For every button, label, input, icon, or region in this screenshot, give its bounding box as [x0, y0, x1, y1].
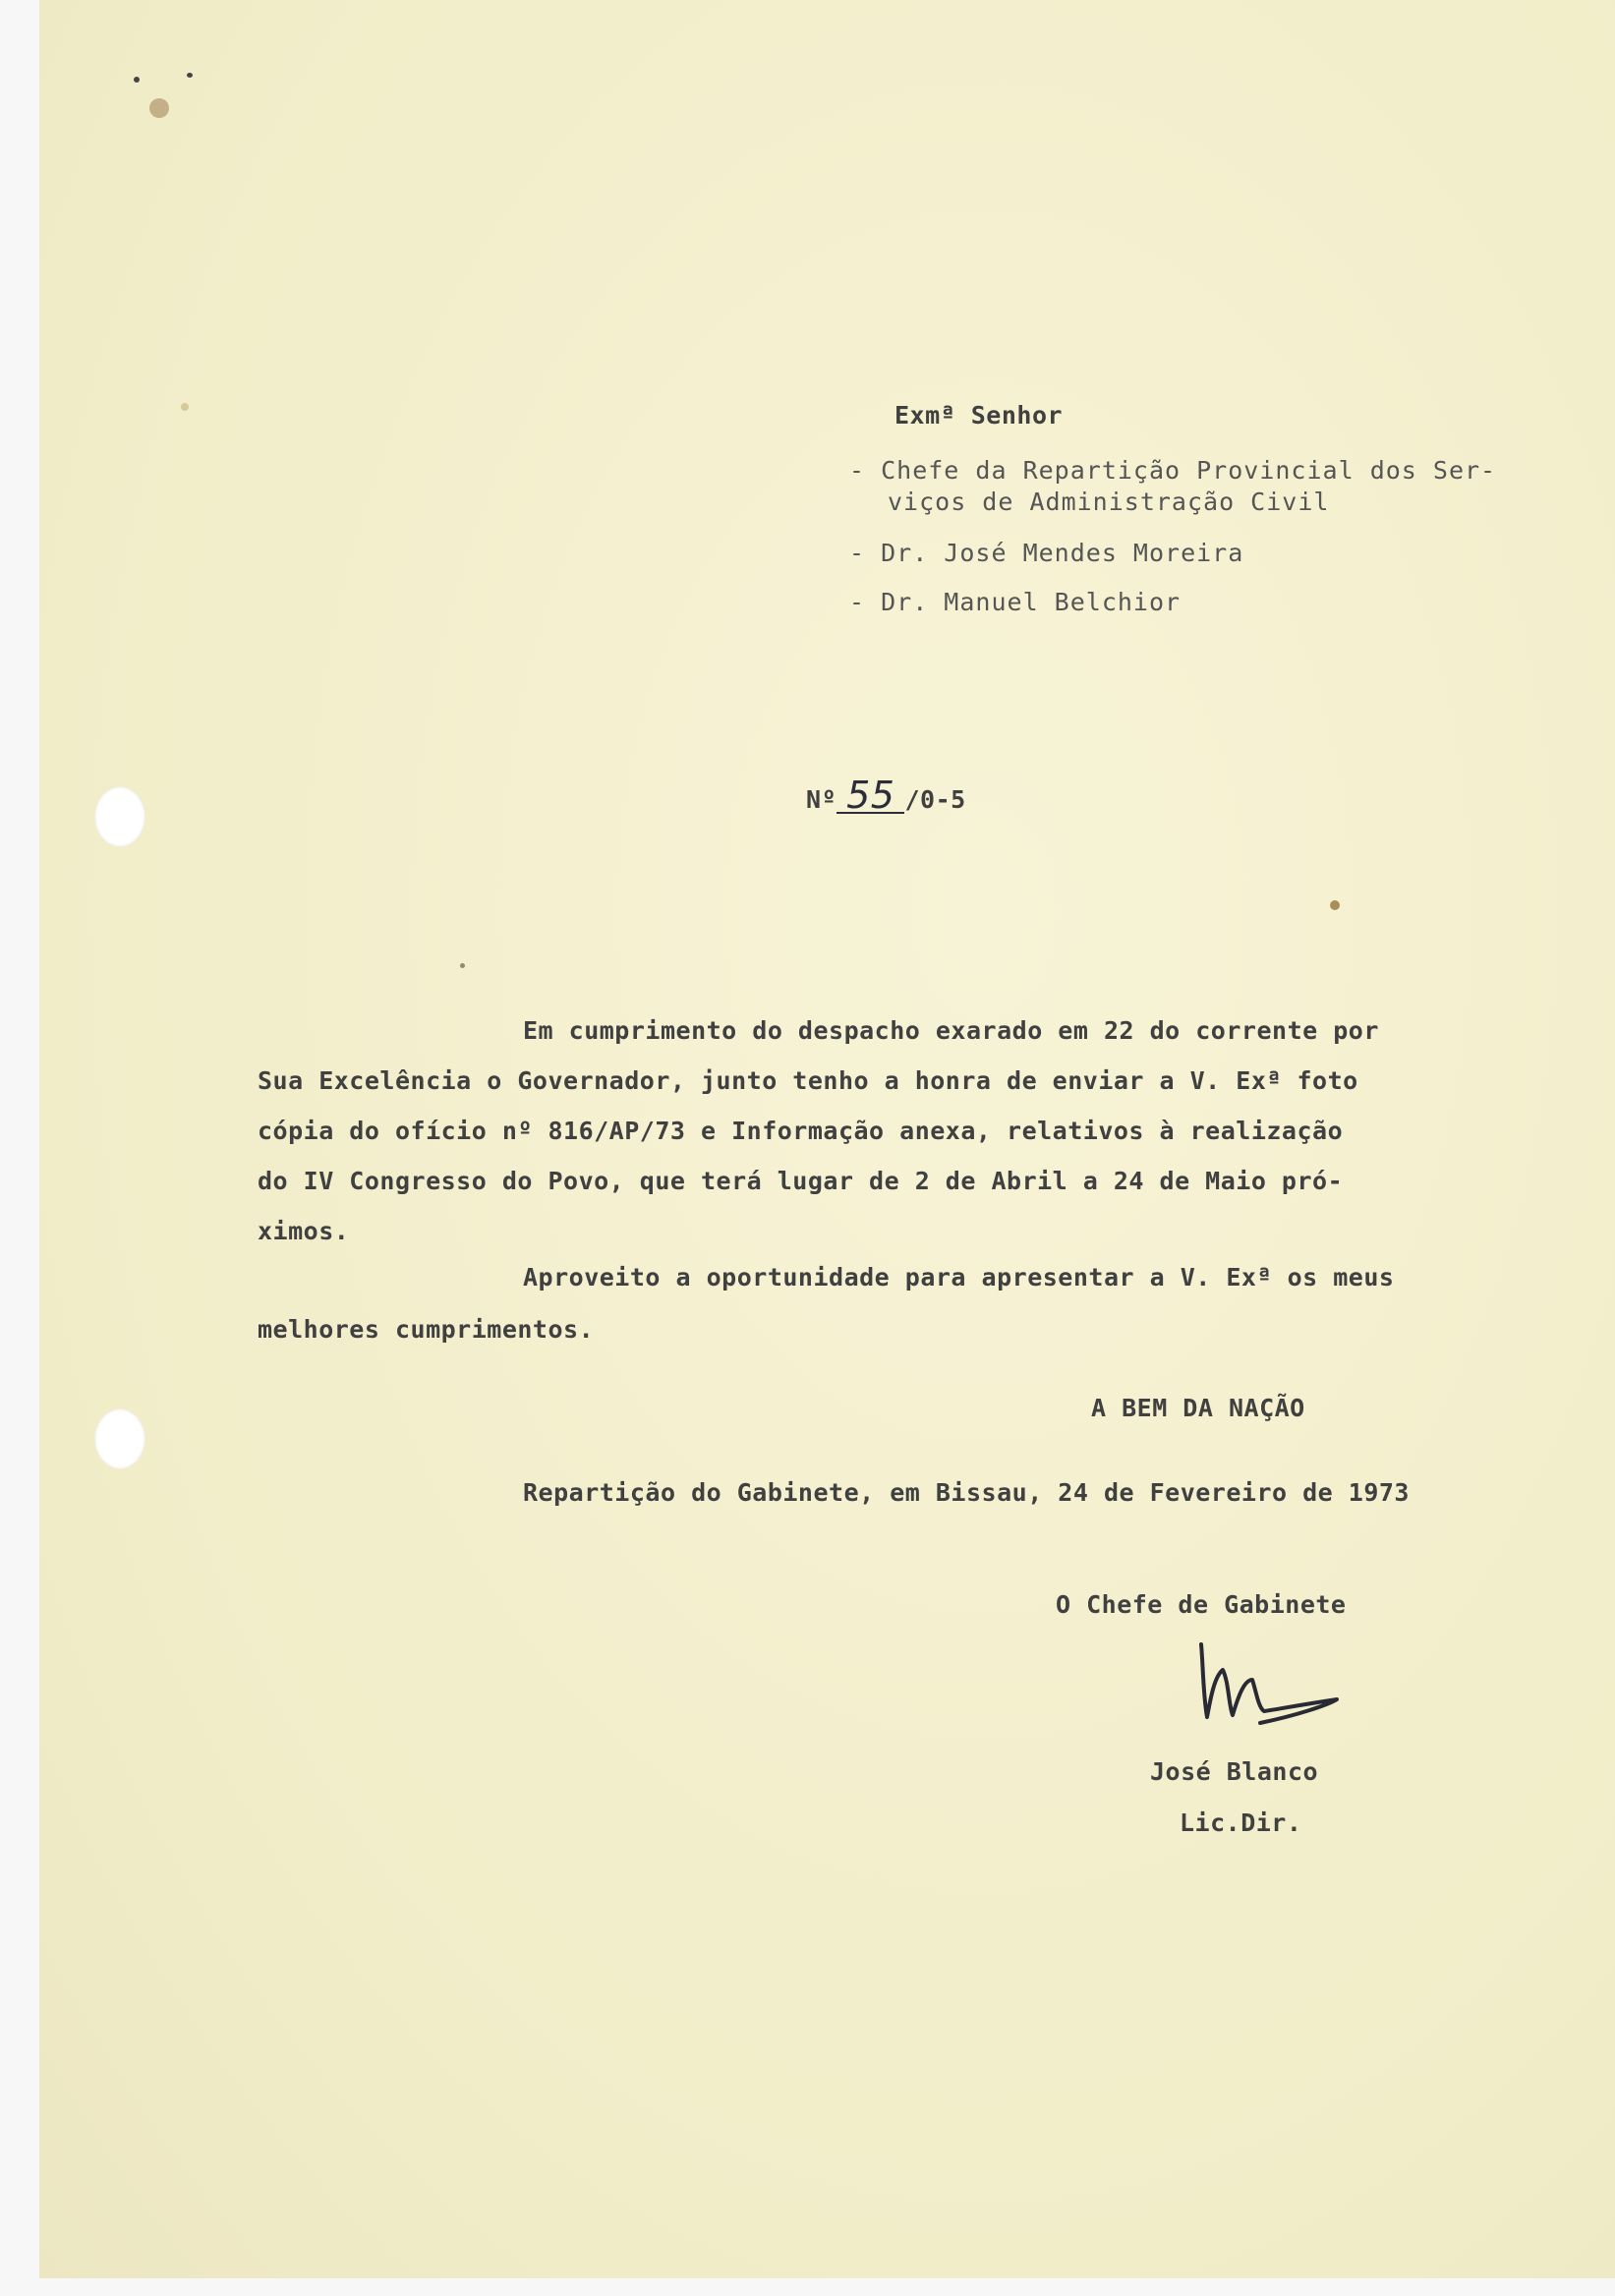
handwritten-reference-number: 55 [836, 778, 904, 814]
signatory-title: O Chefe de Gabinete [1056, 1590, 1347, 1619]
reference-number [806, 774, 966, 817]
handwritten-signature [1189, 1636, 1366, 1745]
stain-speck [149, 98, 169, 118]
stain-speck [187, 73, 193, 78]
body-line: Em cumprimento do despacho exarado em 22 do corrente por [523, 1016, 1379, 1045]
punch-hole-top [94, 786, 145, 847]
recipient-1-line-1: - Chefe da Repartição Provincial dos Ser- [849, 456, 1497, 485]
body-line: cópia do ofício nº 816/AP/73 e Informação anexa, relativos à realização [258, 1117, 1344, 1145]
body-line: Sua Excelência o Governador, junto tenho a honra de enviar a V. Exª foto [258, 1066, 1358, 1095]
stain-speck [134, 77, 140, 83]
signatory-name: José Blanco [1150, 1757, 1319, 1786]
signatory-degree: Lic.Dir. [1180, 1808, 1302, 1837]
reference-suffix: /0-5 [904, 785, 966, 814]
scanner-margin-bottom [0, 2278, 1615, 2296]
body-line: ximos. [258, 1217, 350, 1245]
recipient-2: - Dr. José Mendes Moreira [849, 539, 1244, 567]
body-line: do IV Congresso do Povo, que terá lugar de 2 de Abril a 24 de Maio pró- [258, 1167, 1344, 1195]
closing-motto: A BEM DA NAÇÃO [1091, 1394, 1305, 1422]
stain-speck [460, 963, 465, 968]
stain-speck [181, 403, 189, 411]
punch-hole-bottom [94, 1408, 145, 1469]
scanner-margin [0, 0, 39, 2296]
salutation: Exmª Senhor [894, 401, 1064, 430]
place-and-date: Repartição do Gabinete, em Bissau, 24 de Fevereiro de 1973 [523, 1478, 1410, 1507]
body-line: melhores cumprimentos. [258, 1315, 595, 1344]
recipient-1-line-2: viços de Administração Civil [888, 488, 1330, 516]
reference-prefix: Nº [806, 785, 837, 814]
body-line: Aproveito a oportunidade para apresentar a V. Exª os meus [523, 1263, 1395, 1292]
recipient-3: - Dr. Manuel Belchior [849, 588, 1182, 616]
stain-speck [1330, 900, 1340, 910]
